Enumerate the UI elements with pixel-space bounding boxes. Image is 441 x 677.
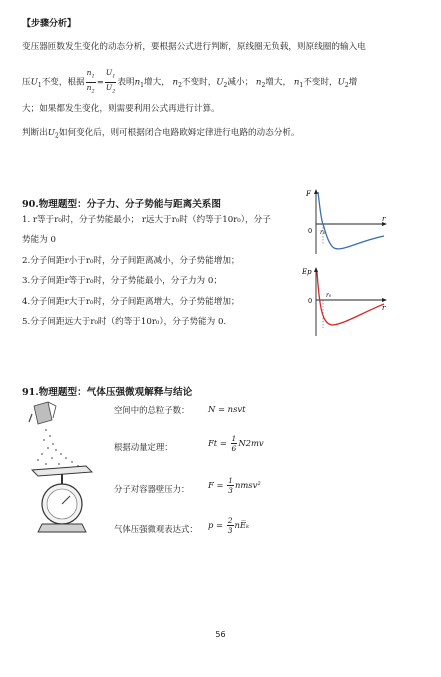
pressure-expression-label: 气体压强微观表达式： (114, 524, 198, 534)
sec90-item-2: 2.分子间距r小于r₀时，分子间距离减小，分子势能增加； (22, 256, 240, 266)
bottom-r0-label: r₀ (326, 292, 332, 299)
top-y-label: F (306, 190, 311, 198)
pouring-cup (29, 402, 56, 424)
sec90-item-1-cont: 势能为 0 (22, 235, 56, 245)
total-particles-label: 空间中的总粒子数： (114, 405, 190, 415)
bottom-origin-label: 0 (308, 297, 313, 305)
wall-force-formula: F = $\frac{1}{3}$ nmsv² (208, 476, 261, 495)
bottom-x-label: r (382, 304, 386, 312)
sec90-item-3: 3.分子间距r等于r₀时，分子势能最小，分子力为 0； (22, 276, 222, 286)
step-line-2: 压$U_1$不变，根据 $\frac{n_1}{n_2}$ = $\frac{U_1}{U_2}$ 表明$n_1$增大， $n_2$不变时，$U_2$减小； $n_2$增大， $n_1$不变时，$U_2$增 (22, 68, 358, 94)
step-analysis-title: 【步骤分析】 (22, 19, 77, 29)
total-particles-formula: N = nsvt (208, 404, 246, 414)
sec90-item-1: 1. r等于r₀时，分子势能最小； r远大于r₀时（约等于10r₀），分子 (22, 215, 271, 225)
pressure-expression-formula: p = $\frac{2}{3}$ nE̅ₖ (208, 516, 250, 535)
sec90-item-5: 5.分子间距远大于r₀时（约等于10r₀），分子势能为 0. (22, 317, 227, 327)
step-line-1: 变压器匝数发生变化的动态分析，要根据公式进行判断，原线圈无负载，则原线圈的输入电 (22, 42, 366, 52)
bottom-y-arrow (314, 267, 318, 272)
sec90-item-4: 4.分子间距r大于r₀时，分子间距离增大，分子势能增加； (22, 297, 240, 307)
top-r0-label: r₀ (320, 229, 326, 236)
falling-particles (37, 429, 79, 467)
momentum-theorem-formula: Ft = $\frac{1}{6}$ N2mv (208, 434, 264, 453)
section-90-heading: 90.物理题型：分子力、分子势能与距离关系图 (22, 199, 221, 210)
wall-force-label: 分子对容器壁压力： (114, 484, 190, 494)
section-91-heading: 91.物理题型：气体压强微观解释与结论 (22, 387, 193, 398)
page-number: 56 (215, 630, 226, 639)
scale-base (38, 524, 86, 532)
top-y-arrow (314, 189, 318, 194)
gas-pressure-scale-illustration (26, 400, 98, 535)
step-line-3: 大；如果都发生变化，则需要利用公式再进行计算。 (22, 104, 220, 114)
top-origin-label: 0 (308, 227, 313, 235)
step-line-4: 判断出$U_2$如何变化后，则可根据闭合电路欧姆定律进行电路的动态分析。 (22, 128, 300, 140)
top-x-label: r (382, 215, 386, 223)
momentum-theorem-label: 根据动量定理： (114, 442, 173, 452)
bottom-y-label: Ep (302, 268, 312, 276)
force-curve (318, 192, 384, 249)
molecular-force-energy-graphs (298, 186, 390, 341)
bottom-x-arrow (382, 298, 387, 302)
